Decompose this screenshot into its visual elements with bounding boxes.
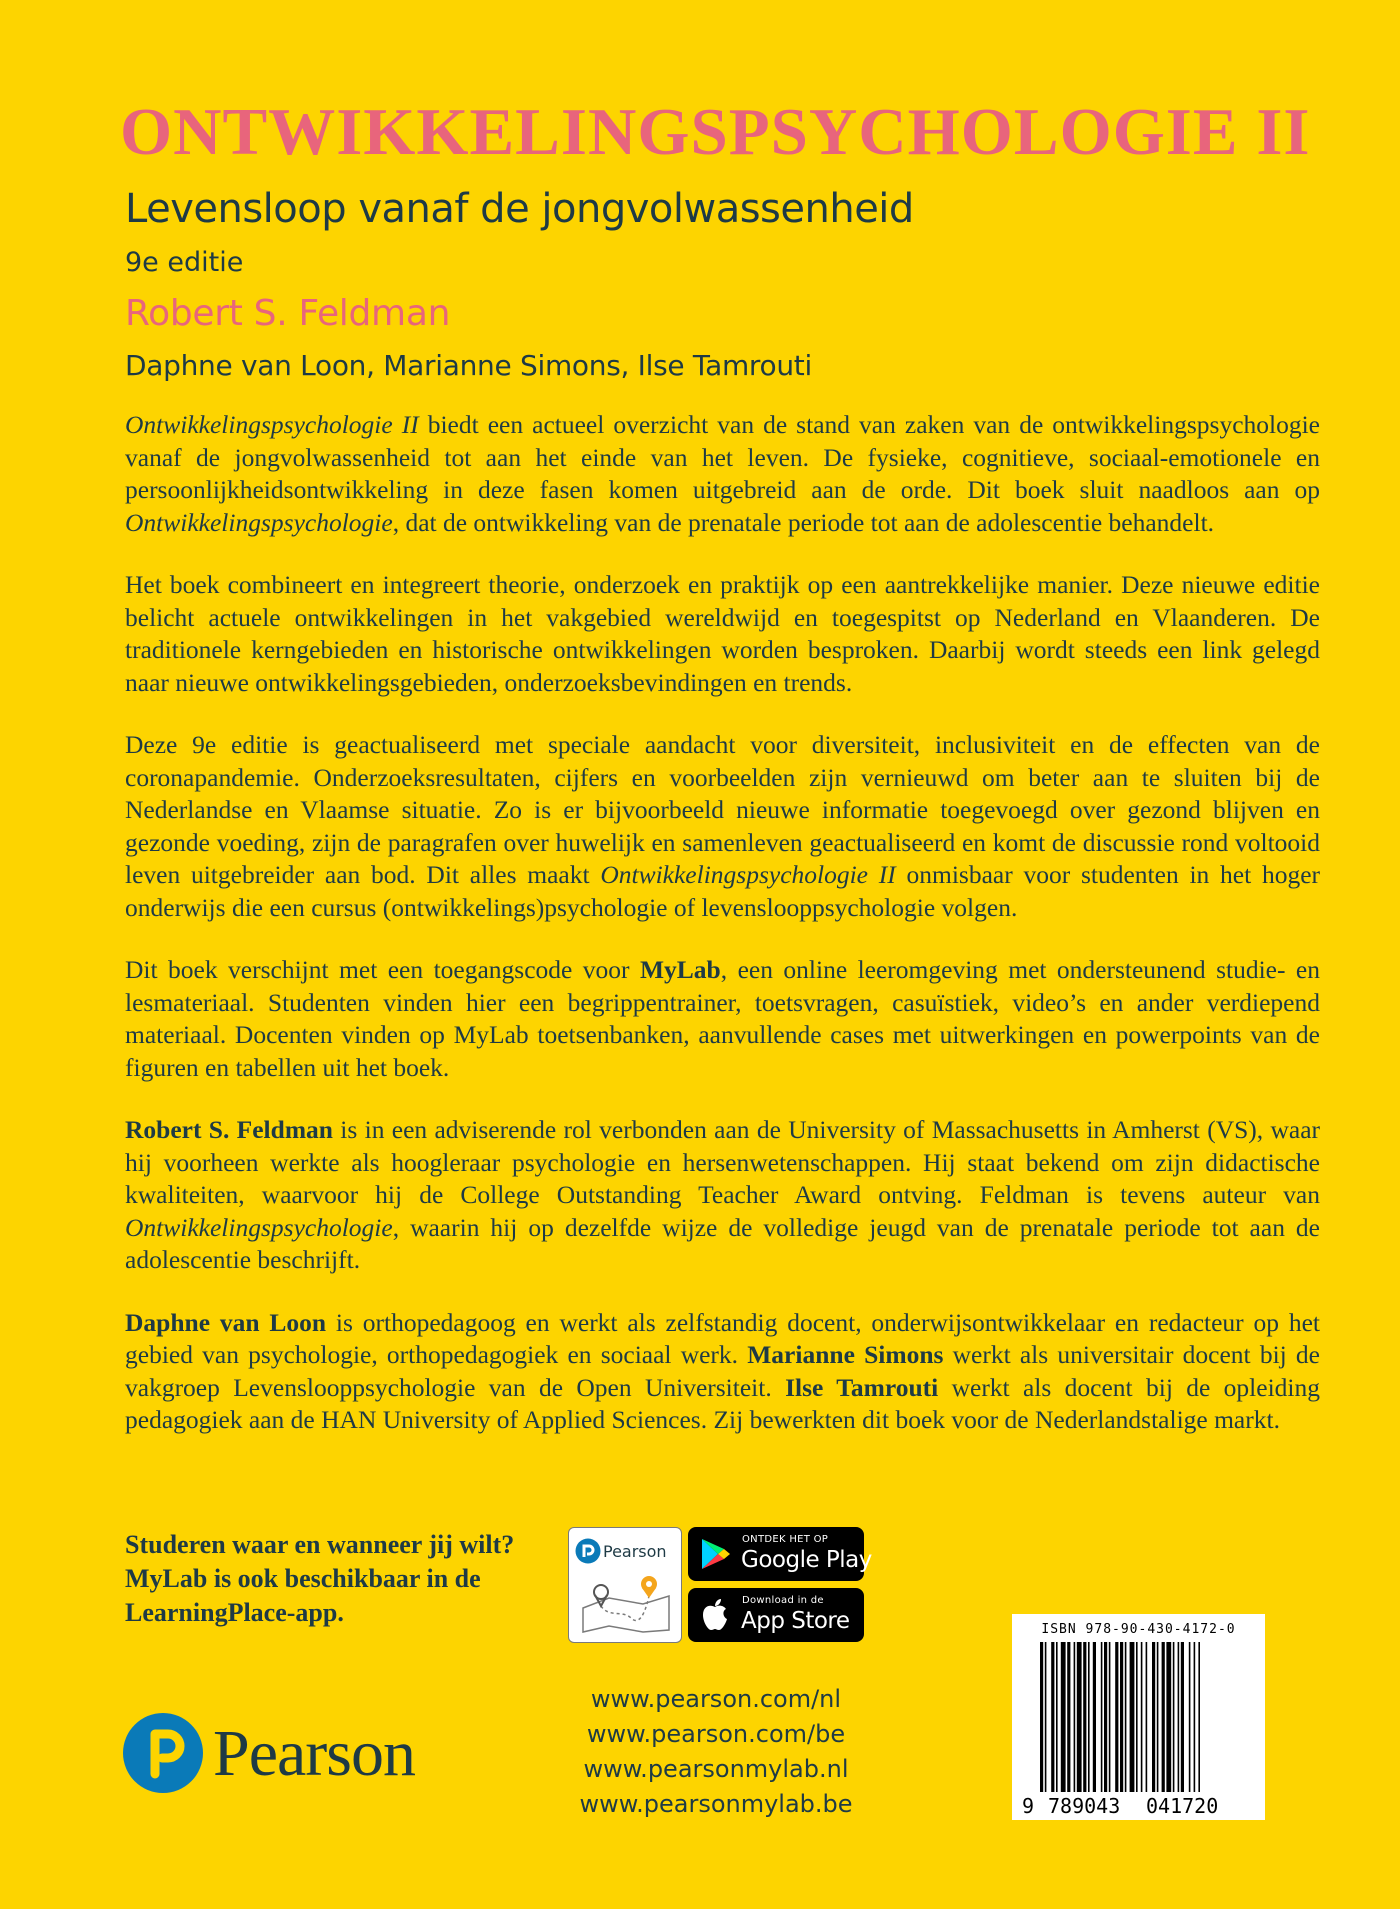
barcode-bar [1077, 1642, 1082, 1792]
publisher-urls [566, 1682, 866, 1822]
barcode-bar [1130, 1642, 1135, 1792]
paragraph-approach: Het boek combineert en integreert theorie, onderzoek en praktijk op een aantrekkelijke manier. Deze nieuwe editie belicht actuele ontwikkelingen in het vakgebied wereldwijd en toegespitst op Nederland en Vlaanderen. De traditionele kerngebieden en historische ontwikkelingen worden besproken. Daarbij wordt steeds een link gelegd naar nieuwe ontwikkelingsgebieden, onderzoeksbevindingen en trends. [125, 570, 1320, 697]
google-play-icon [700, 1537, 732, 1571]
google-play-badge[interactable] [688, 1527, 872, 1581]
barcode-bar [1093, 1642, 1096, 1792]
bold-name: MyLab [639, 955, 721, 984]
paragraph-text: Dit boek verschijnt met een toegangscode voor [125, 955, 640, 984]
paragraph-text: werkt als docent bij de opleiding pedagogiek aan de HAN University of Applied Sciences. Zij bewerkten dit boek voor de Nederlandstalige markt. [125, 1372, 1320, 1434]
pearson-logo-icon [122, 1712, 204, 1794]
barcode-bar [1061, 1642, 1066, 1792]
paragraph-text: is orthopedagoog en werkt als zelfstandig docent, onderwijsontwikkelaar en redacteur op het gebied van psychologie, orthopedagogiek en sociaal werk. [125, 1307, 1320, 1369]
url-link[interactable]: www.pearson.com/be [586, 1720, 846, 1748]
barcode-bar [1051, 1642, 1054, 1792]
barcode-bar [1109, 1642, 1111, 1792]
barcode-bar [1152, 1642, 1155, 1792]
paragraph-coauthor-bio [125, 1307, 1320, 1437]
url-link[interactable]: www.pearson.com/nl [590, 1685, 842, 1713]
app-store-badge[interactable] [688, 1588, 864, 1642]
app-card-brand: Pearson [603, 1542, 667, 1561]
barcode-bar [1074, 1642, 1076, 1792]
paragraph-author-bio [125, 1114, 1320, 1277]
promo-line: MyLab is ook beschikbaar in de [125, 1564, 481, 1593]
barcode-bar [1101, 1642, 1103, 1792]
description-text [125, 409, 1320, 1467]
paragraph-text: onmisbaar voor studenten in het hoger onderwijs die een cursus (ontwikkelings)psychologie of levenslooppsychologie volgen. [125, 860, 1321, 922]
barcode-bar [1198, 1642, 1200, 1792]
barcode-group-left: 789043 [1048, 1794, 1121, 1818]
publisher-name: Pearson [213, 1717, 415, 1790]
paragraph-text: , een online leeromgeving met ondersteunend studie- en lesmateriaal. Studenten vinden hier een begrippentrainer, toetsvragen, casuïstiek, video’s en ander verdiepend materiaal. Docenten vinden op MyLab toetsenbanken, aanvullende cases met uitwerkingen en powerpoints van de figuren en tabellen uit het boek. [125, 955, 1320, 1082]
barcode-bar [1067, 1642, 1070, 1792]
paragraph-mylab [125, 954, 1320, 1084]
paragraph-edition [125, 729, 1320, 924]
barcode-bar [1178, 1642, 1180, 1792]
barcode-bars [1040, 1642, 1240, 1792]
barcode-bar [1173, 1642, 1175, 1792]
barcode-bar [1115, 1642, 1118, 1792]
promo-line: LearningPlace-app. [125, 1598, 344, 1627]
pearson-logo-icon [575, 1538, 601, 1564]
mylab-promo [125, 1528, 565, 1630]
barcode-bar [1088, 1642, 1090, 1792]
barcode-bar [1125, 1642, 1127, 1792]
bold-name: Ilse Tamrouti [785, 1372, 939, 1402]
main-author: Robert S. Feldman [125, 293, 451, 334]
barcode-bar [1040, 1642, 1043, 1792]
book-subtitle: Levensloop vanaf de jongvolwassenheid [125, 186, 914, 232]
learningplace-app-icon[interactable] [568, 1527, 682, 1643]
book-title: ONTWIKKELINGSPSYCHOLOGIE II [120, 95, 1311, 169]
co-authors: Daphne van Loon, Marianne Simons, Ilse Tamrouti [125, 349, 812, 382]
bold-name: Marianne Simons [747, 1340, 944, 1369]
barcode-digit-first: 9 [1022, 1794, 1035, 1818]
barcode-bar [1157, 1642, 1159, 1792]
barcode-bar [1141, 1642, 1143, 1792]
barcode-bar [1181, 1642, 1184, 1792]
barcode-bar [1120, 1642, 1123, 1792]
italic-title: Ontwikkelingspsychologie II [600, 860, 896, 889]
paragraph-intro [125, 409, 1320, 539]
badge-small-text: Download in de [742, 1595, 824, 1606]
paragraph-text: , waarin hij op dezelfde wijze de volledige jeugd van de prenatale periode tot aan de adolescentie beschrijft. [125, 1212, 1320, 1274]
barcode-bar [1104, 1642, 1107, 1792]
italic-title: Ontwikkelingspsychologie II [125, 410, 419, 439]
bold-name: Daphne van Loon [125, 1307, 327, 1337]
barcode-bar [1194, 1642, 1196, 1792]
barcode-bar [1162, 1642, 1165, 1792]
paragraph-text: Deze 9e editie is geactualiseerd met speciale aandacht voor diversiteit, inclusiviteit en de effecten van de coronapandemie. Onderzoeksresultaten, cijfers en voorbeelden zijn vernieuwd om beter aan te sluiten bij de Nederlandse en Vlaamse situatie. Zo is er bijvoorbeeld nieuwe informatie toegevoegd over gezond blijven en gezonde voeding, zijn de paragrafen over huwelijk en samenleven geactualiseerd en komt de discussie rond voltooid leven uitgebreider aan bod. Dit alles maakt [125, 730, 1320, 889]
italic-title: Ontwikkelingspsychologie [125, 507, 393, 537]
edition-label: 9e editie [125, 247, 244, 278]
paragraph-text: werkt als universitair docent bij de vakgroep Levenslooppsychologie van de Open Universiteit. [125, 1340, 1320, 1402]
barcode-bar [1166, 1642, 1171, 1792]
badge-big-text: App Store [741, 1608, 850, 1634]
isbn-label: ISBN 978-90-430-4172-0 [1041, 1622, 1236, 1637]
barcode-bar [1056, 1642, 1058, 1792]
paragraph-text: , dat de ontwikkeling van de prenatale periode tot aan de adolescentie behandelt. [392, 507, 1215, 537]
barcode-bar [1045, 1642, 1047, 1792]
barcode-bar [1083, 1642, 1086, 1792]
barcode-bar [1146, 1642, 1148, 1792]
bold-name: Robert S. Feldman [125, 1115, 333, 1144]
italic-title: Ontwikkelingspsychologie [125, 1212, 393, 1242]
paragraph-text: biedt een actueel overzicht van de stand van zaken van de ontwikkelingspsychologie vanaf de jongvolwassenheid tot aan het einde van het leven. De fysieke, cognitieve, sociaal-emotionele en persoonlijkheidsontwikkeling in deze fasen komen uitgebreid aan de orde. Dit boek sluit naadloos aan op [125, 410, 1321, 504]
barcode-bar [1189, 1642, 1191, 1792]
url-link[interactable]: www.pearsonmylab.be [579, 1790, 853, 1818]
paragraph-text: is in een adviserende rol verbonden aan de University of Massachusetts in Amherst (VS), waar hij voorheen werkte als hoogleraar psychologie en hersenwetenschappen. Hij staat bekend om zijn didactische kwaliteiten, waarvoor hij de College Outstanding Teacher Award ontving. Feldman is tevens auteur van [125, 1115, 1321, 1209]
barcode-bar [1136, 1642, 1138, 1792]
barcode-group-right: 041720 [1146, 1794, 1219, 1818]
map-route-icon [579, 1574, 673, 1634]
url-link[interactable]: www.pearsonmylab.nl [583, 1755, 849, 1783]
apple-icon [700, 1598, 730, 1632]
promo-line: Studeren waar en wanneer jij wilt? [125, 1530, 515, 1559]
badge-big-text: Google Play [741, 1547, 872, 1573]
badge-small-text: ONTDEK HET OP [742, 1534, 829, 1545]
isbn-barcode [1012, 1614, 1265, 1820]
